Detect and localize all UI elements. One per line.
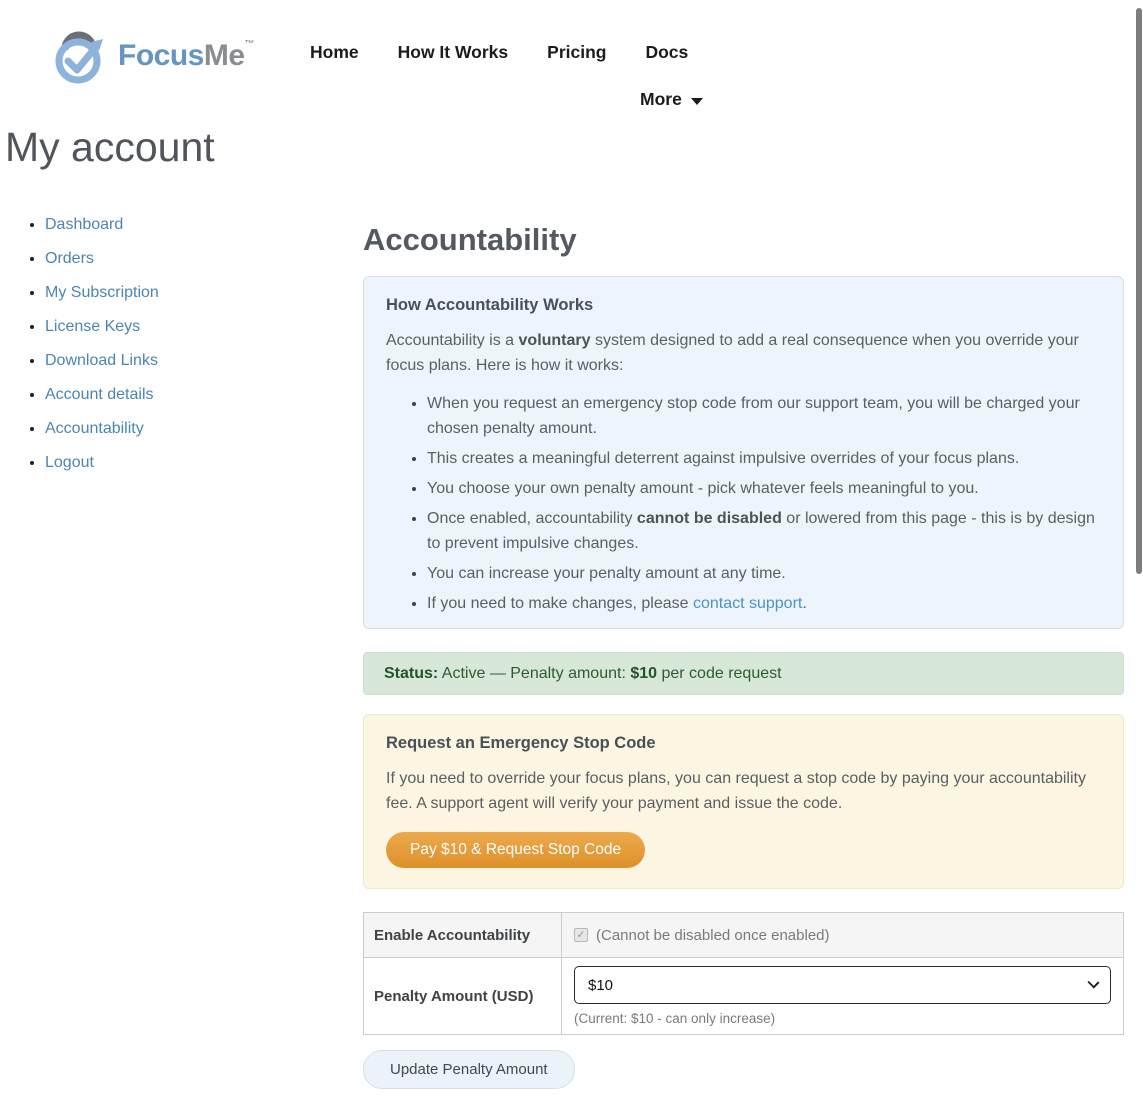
enable-accountability-label: Enable Accountability bbox=[364, 913, 562, 958]
section-title: Accountability bbox=[363, 222, 577, 257]
page-title: My account bbox=[5, 124, 215, 170]
nav-item-home[interactable]: Home bbox=[310, 42, 359, 62]
sidebar-link-orders[interactable]: Orders bbox=[45, 250, 94, 267]
panel-intro: Accountability is a voluntary system designed to add a real consequence when you override your focus plans. Here is how it works: bbox=[386, 332, 1079, 374]
table-row bbox=[364, 958, 1124, 1035]
sidebar-link-account-details[interactable]: Account details bbox=[45, 386, 154, 403]
logo-wordmark: FocusMe™ bbox=[118, 38, 255, 72]
more-label: More bbox=[640, 89, 682, 109]
list-item: • When you request an emergency stop code from our support team, you will be charged your chosen penalty amount. bbox=[427, 391, 1101, 441]
chevron-down-icon bbox=[691, 98, 703, 105]
account-sidebar bbox=[8, 214, 159, 486]
sidebar-item-accountability bbox=[45, 418, 159, 439]
sidebar-item-logout bbox=[45, 452, 159, 473]
status-label: Status: bbox=[384, 664, 439, 682]
penalty-current-note: (Current: $10 - can only increase) bbox=[574, 1011, 776, 1026]
sidebar-link-accountability[interactable]: Accountability bbox=[45, 420, 144, 437]
sidebar-item-my-subscription bbox=[45, 282, 159, 303]
nav-item-docs[interactable]: Docs bbox=[645, 42, 689, 62]
pay-request-stop-code-button[interactable]: Pay $10 & Request Stop Code bbox=[386, 832, 645, 868]
update-penalty-button[interactable]: Update Penalty Amount bbox=[363, 1050, 575, 1089]
sidebar-item-dashboard bbox=[45, 214, 159, 235]
sidebar-item-license-keys bbox=[45, 316, 159, 337]
list-item: • This creates a meaningful deterrent against impulsive overrides of your focus plans. bbox=[427, 446, 1101, 471]
penalty-amount-cell bbox=[562, 958, 1124, 1035]
sidebar-link-logout[interactable]: Logout bbox=[45, 454, 94, 471]
table-row bbox=[364, 913, 1124, 958]
sidebar-link-dashboard[interactable]: Dashboard bbox=[45, 216, 124, 233]
panel-title: Request an Emergency Stop Code bbox=[386, 734, 656, 752]
sidebar-item-download-links bbox=[45, 350, 159, 371]
sidebar-link-license-keys[interactable]: License Keys bbox=[45, 318, 141, 335]
penalty-amount-select[interactable] bbox=[574, 966, 1111, 1004]
request-stop-code-panel bbox=[363, 714, 1124, 889]
accountability-settings-table bbox=[363, 912, 1124, 1035]
sidebar-item-account-details bbox=[45, 384, 159, 405]
contact-support-link[interactable]: contact support bbox=[692, 595, 803, 612]
list-item: • If you need to make changes, please contact support. bbox=[427, 591, 1101, 616]
status-text: Active — Penalty amount: bbox=[438, 664, 631, 682]
enable-accountability-cell bbox=[562, 913, 1124, 958]
scrollbar-thumb[interactable] bbox=[1136, 8, 1142, 574]
panel-title: How Accountability Works bbox=[386, 296, 594, 314]
sidebar-link-my-subscription[interactable]: My Subscription bbox=[45, 284, 159, 301]
status-suffix: per code request bbox=[657, 664, 782, 682]
list-item: • You can increase your penalty amount at any time. bbox=[427, 561, 1101, 586]
main-nav bbox=[310, 42, 688, 63]
status-banner bbox=[363, 652, 1124, 695]
nav-item-how-it-works[interactable]: How It Works bbox=[397, 42, 509, 62]
penalty-amount-label: Penalty Amount (USD) bbox=[364, 958, 562, 1035]
how-it-works-list bbox=[386, 391, 1101, 616]
enable-note: (Cannot be disabled once enabled) bbox=[596, 926, 830, 944]
list-item: • Once enabled, accountability cannot be disabled or lowered from this page - this is by design to prevent impulsive changes. bbox=[427, 506, 1101, 556]
list-item: • You choose your own penalty amount - pick whatever feels meaningful to you. bbox=[427, 476, 1101, 501]
sidebar-item-orders bbox=[45, 248, 159, 269]
enable-accountability-checkbox[interactable]: ✓ bbox=[574, 928, 588, 942]
sidebar-link-download-links[interactable]: Download Links bbox=[45, 352, 158, 369]
focusme-clock-lock-icon bbox=[52, 22, 108, 89]
nav-item-pricing[interactable]: Pricing bbox=[547, 42, 607, 62]
panel-body: If you need to override your focus plans, you can request a stop code by paying your accountability fee. A support agent will verify your payment and issue the code. bbox=[386, 770, 1086, 812]
focusme-logo[interactable] bbox=[52, 22, 254, 89]
how-it-works-panel bbox=[363, 276, 1124, 629]
status-amount: $10 bbox=[630, 664, 658, 682]
nav-item-more[interactable] bbox=[640, 89, 703, 110]
